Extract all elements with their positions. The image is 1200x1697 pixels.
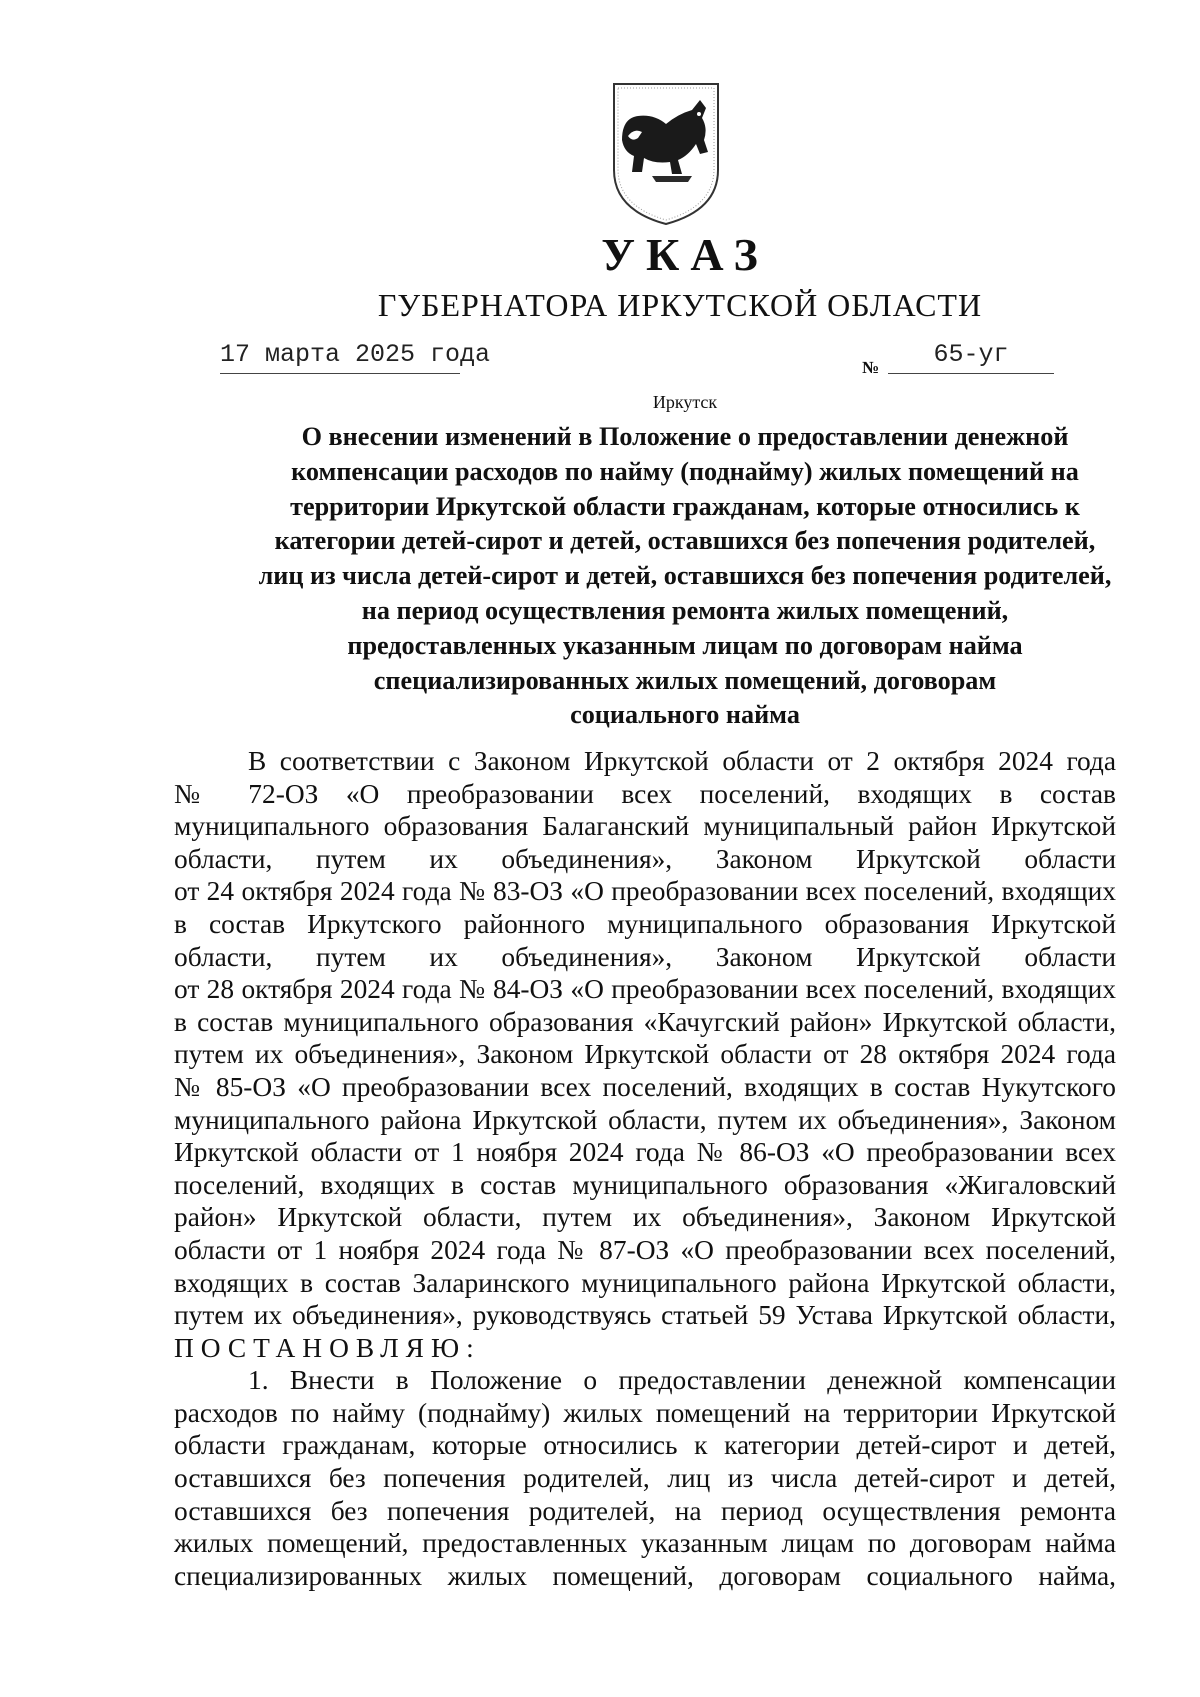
subject-line: лиц из числа детей-сирот и детей, оставшихся без попечения родителей,	[258, 561, 1112, 591]
decree-title: УКАЗ	[601, 229, 769, 280]
body-line: жилых помещений, предоставленных указанным лицам по договорам найма	[174, 1528, 1116, 1559]
body-line: поселений, входящих в состав муниципального образования «Жигаловский	[174, 1169, 1116, 1200]
body-line: специализированных жилых помещений, договорам социального найма,	[174, 1560, 1116, 1591]
body-line: области гражданам, которые относились к категории детей-сирот и детей,	[174, 1430, 1116, 1461]
body-line: области, путем их объединения», Законом Иркутской области	[174, 843, 1116, 874]
decree-body	[174, 745, 1116, 1592]
subject-line: специализированных жилых помещений, договорам	[373, 665, 997, 695]
body-line: входящих в состав Заларинского муниципального района Иркутской области,	[174, 1267, 1116, 1298]
body-line: муниципального района Иркутской области, путем их объединения», Законом	[174, 1104, 1116, 1135]
body-line: расходов по найму (поднайму) жилых помещений на территории Иркутской	[174, 1397, 1116, 1428]
body-line: муниципального образования Балаганский муниципальный район Иркутской	[174, 811, 1116, 842]
body-line: от 28 октября 2024 года № 84-ОЗ «О преобразовании всех поселений, входящих	[174, 974, 1116, 1005]
decree-number: 65-уг	[888, 340, 1054, 374]
resolution-keyword: ПОСТАНОВЛЯЮ:	[174, 1332, 481, 1363]
body-line: в состав Иркутского районного муниципального образования Иркутской	[174, 908, 1116, 939]
subject-line: на период осуществления ремонта жилых помещений,	[361, 595, 1009, 625]
subject-line: О внесении изменений в Положение о предоставлении денежной	[301, 422, 1069, 451]
subject-line: категории детей-сирот и детей, оставшихся без попечения родителей,	[274, 526, 1096, 556]
body-line: Иркутской области от 1 ноября 2024 года № 86-ОЗ «О преобразовании всех	[174, 1137, 1116, 1168]
subject-line: компенсации расходов по найму (поднайму) жилых помещений на	[291, 456, 1079, 486]
body-line: от 24 октября 2024 года № 83-ОЗ «О преобразовании всех поселений, входящих	[174, 876, 1116, 907]
subject-line: социального найма	[570, 700, 800, 730]
subject-line: предоставленных указанным лицам по договорам найма	[347, 630, 1023, 660]
decree-subject	[0, 420, 1200, 733]
body-line: район» Иркутской области, путем их объединения», Законом Иркутской	[174, 1202, 1116, 1233]
body-line: оставшихся без попечения родителей, лиц из числа детей-сирот и детей,	[174, 1463, 1116, 1494]
body-line: 1. Внести в Положение о предоставлении денежной компенсации	[248, 1365, 1116, 1396]
body-line: № 72-ОЗ «О преобразовании всех поселений, входящих в состав	[174, 778, 1116, 809]
body-line: области, путем их объединения», Законом Иркутской области	[174, 941, 1116, 972]
subject-line: территории Иркутской области гражданам, которые относились к	[290, 491, 1080, 521]
body-line: области от 1 ноября 2024 года № 87-ОЗ «О преобразовании всех поселений,	[174, 1234, 1116, 1265]
number-label: №	[862, 358, 880, 377]
city-name: Иркутск	[652, 392, 718, 412]
body-line: оставшихся без попечения родителей, на период осуществления ремонта	[174, 1495, 1116, 1526]
body-line: В соответствии с Законом Иркутской области от 2 октября 2024 года	[248, 746, 1116, 776]
decree-date: 17 марта 2025 года	[220, 340, 460, 374]
body-line: путем их объединения», руководствуясь статьей 59 Устава Иркутской области,	[174, 1300, 1116, 1331]
irkutsk-coat-of-arms-icon	[608, 78, 724, 228]
issuer-title: ГУБЕРНАТОРА ИРКУТСКОЙ ОБЛАСТИ	[377, 287, 983, 323]
body-line: путем их объединения», Законом Иркутской области от 28 октября 2024 года	[174, 1039, 1116, 1070]
body-line: № 85-ОЗ «О преобразовании всех поселений, входящих в состав Нукутского	[174, 1071, 1116, 1102]
body-line: в состав муниципального образования «Качугский район» Иркутской области,	[174, 1006, 1116, 1037]
